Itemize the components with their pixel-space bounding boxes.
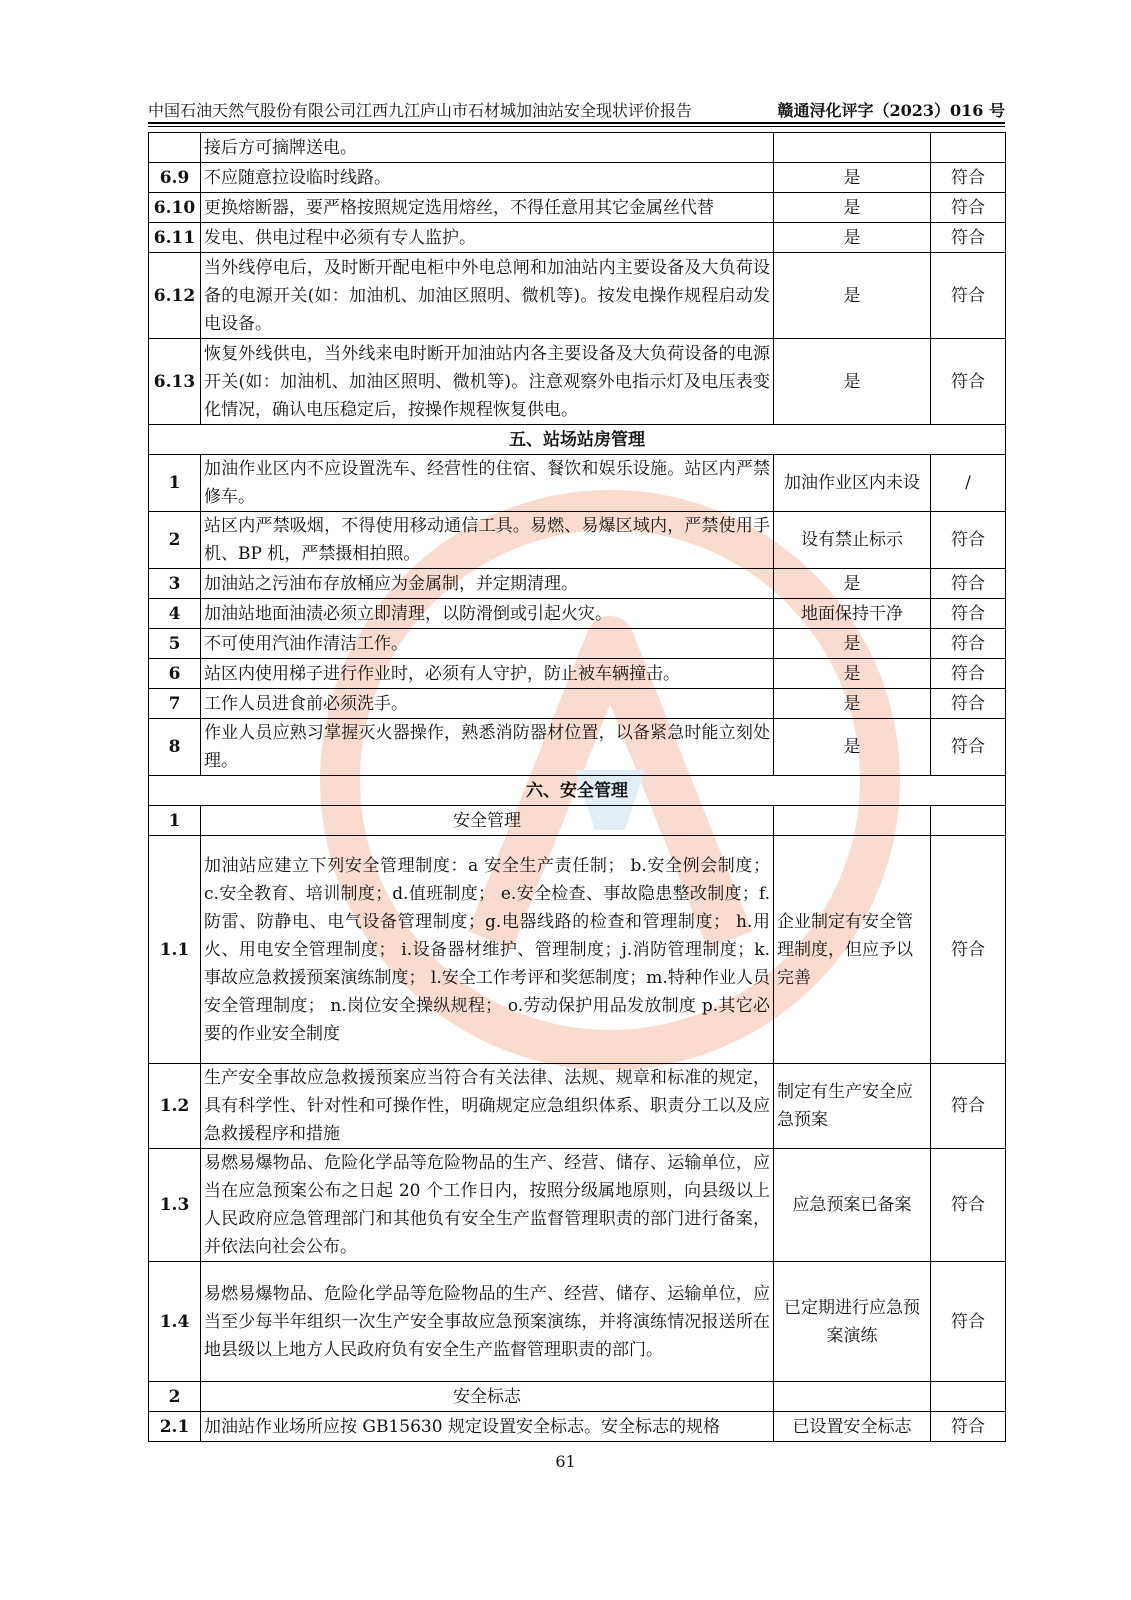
- row-number: 1: [149, 806, 201, 836]
- empty-cell: [931, 1382, 1006, 1412]
- table-row: [149, 223, 1006, 253]
- check-conclusion: 符合: [931, 1262, 1006, 1382]
- table-row: [149, 659, 1006, 689]
- check-conclusion: /: [931, 455, 1006, 512]
- row-number: 1.3: [149, 1149, 201, 1262]
- empty-cell: [931, 806, 1006, 836]
- table-row: [149, 1262, 1006, 1382]
- check-conclusion: 符合: [931, 659, 1006, 689]
- check-content: 站区内严禁吸烟，不得使用移动通信工具。易燃、易爆区域内，严禁使用手机、BP 机，严禁摄相拍照。: [201, 512, 774, 569]
- check-conclusion: 符合: [931, 569, 1006, 599]
- check-content: 加油作业区内不应设置洗车、经营性的住宿、餐饮和娱乐设施。站区内严禁修车。: [201, 455, 774, 512]
- page-number: 61: [555, 1452, 576, 1471]
- check-conclusion: 符合: [931, 163, 1006, 193]
- check-result: 应急预案已备案: [774, 1149, 931, 1262]
- check-content: 加油站之污油布存放桶应为金属制，并定期清理。: [201, 569, 774, 599]
- check-conclusion: [931, 133, 1006, 163]
- row-number: 6.13: [149, 339, 201, 425]
- check-result: [774, 133, 931, 163]
- check-content: 更换熔断器，要严格按照规定选用熔丝，不得任意用其它金属丝代替: [201, 193, 774, 223]
- check-result: 是: [774, 569, 931, 599]
- row-number: 1: [149, 455, 201, 512]
- evaluation-table: [148, 132, 1006, 1442]
- row-number: 3: [149, 569, 201, 599]
- table-row: [149, 629, 1006, 659]
- check-content: 恢复外线供电，当外线来电时断开加油站内各主要设备及大负荷设备的电源开关(如：加油机、加油区照明、微机等)。注意观察外电指示灯及电压表变化情况，确认电压稳定后，按操作规程恢复供电。: [201, 339, 774, 425]
- check-content: 易燃易爆物品、危险化学品等危险物品的生产、经营、储存、运输单位，应当在应急预案公布之日起 20 个工作日内，按照分级属地原则，向县级以上人民政府应急管理部门和其他负有安全生产监督管理职责的部门进行备案，并依法向社会公布。: [201, 1149, 774, 1262]
- row-number: 7: [149, 689, 201, 719]
- row-number: [149, 133, 201, 163]
- check-content: 作业人员应熟习掌握灭火器操作，熟悉消防器材位置，以备紧急时能立刻处理。: [201, 719, 774, 776]
- check-content: 发电、供电过程中必须有专人监护。: [201, 223, 774, 253]
- table-row: [149, 1064, 1006, 1149]
- check-result: 加油作业区内未设: [774, 455, 931, 512]
- section-row: [149, 776, 1006, 806]
- check-content: 不可使用汽油作清洁工作。: [201, 629, 774, 659]
- table-row: [149, 253, 1006, 339]
- check-result: 是: [774, 339, 931, 425]
- subsection-title: 安全管理: [201, 806, 774, 836]
- table-row: [149, 1149, 1006, 1262]
- check-result: 已设置安全标志: [774, 1412, 931, 1442]
- check-result: 设有禁止标示: [774, 512, 931, 569]
- check-conclusion: 符合: [931, 512, 1006, 569]
- table-row: [149, 689, 1006, 719]
- check-content: 生产安全事故应急救援预案应当符合有关法律、法规、规章和标准的规定，具有科学性、针对性和可操作性，明确规定应急组织体系、职责分工以及应急救援程序和措施: [201, 1064, 774, 1149]
- section-title: 六、安全管理: [149, 776, 1006, 806]
- check-content: 加油站作业场所应按 GB15630 规定设置安全标志。安全标志的规格: [201, 1412, 774, 1442]
- report-title: 中国石油天然气股份有限公司江西九江庐山市石材城加油站安全现状评价报告: [148, 101, 693, 120]
- check-result: 是: [774, 253, 931, 339]
- table-row: [149, 455, 1006, 512]
- section-title: 五、站场站房管理: [149, 425, 1006, 455]
- table-row: [149, 836, 1006, 1064]
- table-row: [149, 193, 1006, 223]
- subtitle-row: [149, 1382, 1006, 1412]
- subsection-title: 安全标志: [201, 1382, 774, 1412]
- check-content: 不应随意拉设临时线路。: [201, 163, 774, 193]
- check-content: 加油站地面油渍必须立即清理，以防滑倒或引起火灾。: [201, 599, 774, 629]
- check-result: 是: [774, 193, 931, 223]
- check-conclusion: 符合: [931, 339, 1006, 425]
- page-header: [148, 98, 1005, 124]
- check-content: 加油站应建立下列安全管理制度：a 安全生产责任制； b.安全例会制度； c.安全教育、培训制度；d.值班制度； e.安全检查、事故隐患整改制度；f.防雷、防静电、电气设备管理制度；g.电器线路的检查和管理制度； h.用火、用电安全管理制度； i.设备器材维护、管理制度；j.消防管理制度；k.事故应急救援预案演练制度； l.安全工作考评和奖惩制度；m.特种作业人员安全管理制度； n.岗位安全操纵规程； o.劳动保护用品发放制度 p.其它必要的作业安全制度: [201, 836, 774, 1064]
- row-number: 6.9: [149, 163, 201, 193]
- row-number: 2.1: [149, 1412, 201, 1442]
- check-content: 当外线停电后，及时断开配电柜中外电总闸和加油站内主要设备及大负荷设备的电源开关(如：加油机、加油区照明、微机等)。按发电操作规程启动发电设备。: [201, 253, 774, 339]
- check-conclusion: 符合: [931, 599, 1006, 629]
- check-content: 工作人员进食前必须洗手。: [201, 689, 774, 719]
- table-row: [149, 512, 1006, 569]
- row-number: 6.11: [149, 223, 201, 253]
- table-row: [149, 569, 1006, 599]
- row-number: 1.4: [149, 1262, 201, 1382]
- row-number: 4: [149, 599, 201, 629]
- table-row: [149, 719, 1006, 776]
- row-number: 6.12: [149, 253, 201, 339]
- subtitle-row: [149, 806, 1006, 836]
- table-row: [149, 1412, 1006, 1442]
- table-row: [149, 339, 1006, 425]
- row-number: 6: [149, 659, 201, 689]
- check-conclusion: 符合: [931, 253, 1006, 339]
- row-number: 2: [149, 512, 201, 569]
- check-conclusion: 符合: [931, 836, 1006, 1064]
- check-result: 是: [774, 659, 931, 689]
- section-row: [149, 425, 1006, 455]
- check-conclusion: 符合: [931, 1149, 1006, 1262]
- check-result: 是: [774, 689, 931, 719]
- check-content: 易燃易爆物品、危险化学品等危险物品的生产、经营、储存、运输单位，应当至少每半年组织一次生产安全事故应急预案演练，并将演练情况报送所在地县级以上地方人民政府负有安全生产监督管理职责的部门。: [201, 1262, 774, 1382]
- check-result: 地面保持干净: [774, 599, 931, 629]
- table-row: [149, 133, 1006, 163]
- row-number: 5: [149, 629, 201, 659]
- check-content: 接后方可摘牌送电。: [201, 133, 774, 163]
- empty-cell: [774, 1382, 931, 1412]
- check-result: 是: [774, 629, 931, 659]
- check-conclusion: 符合: [931, 223, 1006, 253]
- header-rule: [148, 122, 1005, 124]
- check-result: 企业制定有安全管理制度，但应予以完善: [774, 836, 931, 1064]
- row-number: 6.10: [149, 193, 201, 223]
- check-content: 站区内使用梯子进行作业时，必须有人守护，防止被车辆撞击。: [201, 659, 774, 689]
- check-result: 是: [774, 163, 931, 193]
- table-row: [149, 599, 1006, 629]
- row-number: 8: [149, 719, 201, 776]
- report-number: 赣通浔化评字（2023）016 号: [777, 101, 1005, 120]
- table-row: [149, 163, 1006, 193]
- check-result: 是: [774, 223, 931, 253]
- check-result: 是: [774, 719, 931, 776]
- check-conclusion: 符合: [931, 689, 1006, 719]
- check-result: 制定有生产安全应急预案: [774, 1064, 931, 1149]
- empty-cell: [774, 806, 931, 836]
- row-number: 1.2: [149, 1064, 201, 1149]
- check-conclusion: 符合: [931, 1412, 1006, 1442]
- check-conclusion: 符合: [931, 1064, 1006, 1149]
- check-conclusion: 符合: [931, 193, 1006, 223]
- header-rule-thin: [148, 126, 1005, 127]
- row-number: 1.1: [149, 836, 201, 1064]
- check-conclusion: 符合: [931, 719, 1006, 776]
- row-number: 2: [149, 1382, 201, 1412]
- check-conclusion: 符合: [931, 629, 1006, 659]
- check-result: 已定期进行应急预案演练: [774, 1262, 931, 1382]
